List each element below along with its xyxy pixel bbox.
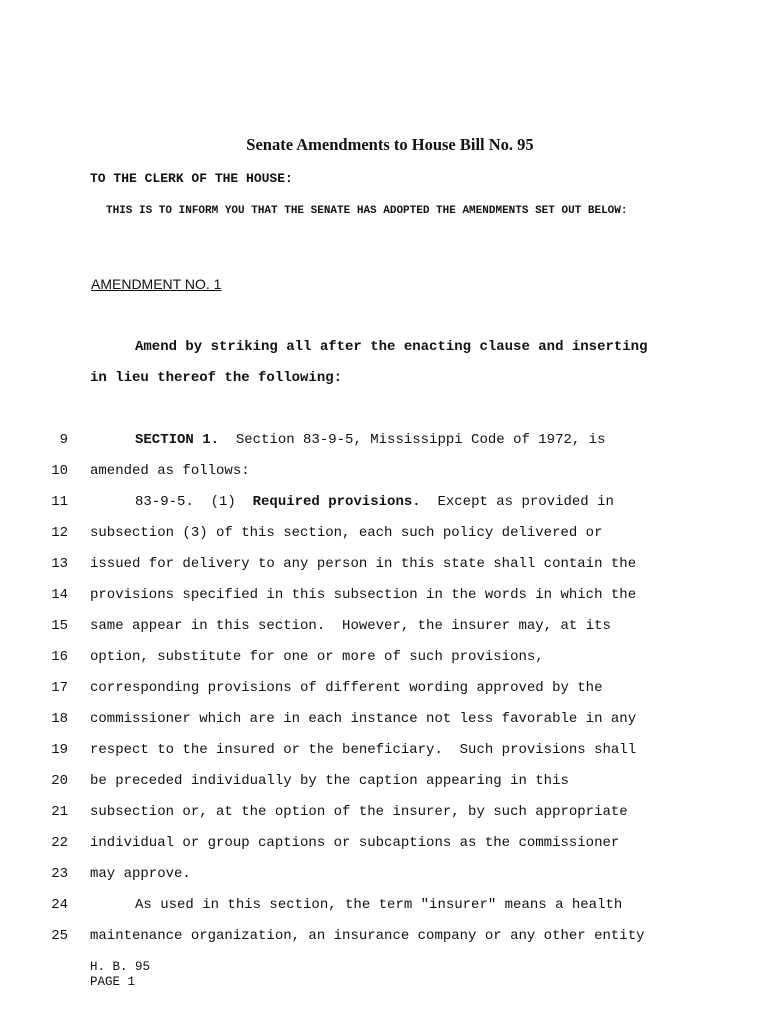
amendment-instruction-line-2: in lieu thereof the following:	[90, 370, 343, 386]
bill-text-line	[90, 618, 611, 634]
bill-text-line	[90, 463, 250, 479]
bill-text-line	[135, 432, 605, 448]
line-number: 19	[51, 742, 68, 758]
line-body: individual or group captions or subcaptions as the commissioner	[90, 835, 620, 851]
line-body: subsection (3) of this section, each such policy delivered or	[90, 525, 603, 541]
line-number: 23	[51, 866, 68, 882]
line-body: issued for delivery to any person in this state shall contain the	[90, 556, 637, 572]
adoption-notice: THIS IS TO INFORM YOU THAT THE SENATE HAS ADOPTED THE AMENDMENTS SET OUT BELOW:	[106, 205, 628, 217]
addressee-line: TO THE CLERK OF THE HOUSE:	[90, 171, 293, 186]
line-body: option, substitute for one or more of such provisions,	[90, 649, 544, 665]
bill-text-line	[90, 835, 619, 851]
bill-text-line	[90, 928, 645, 944]
line-body: may approve.	[90, 866, 191, 882]
line-number: 24	[51, 897, 68, 913]
amendment-heading: AMENDMENT NO. 1	[91, 276, 222, 292]
footer-bill-number: H. B. 95	[90, 960, 151, 974]
bill-text-line	[90, 587, 636, 603]
line-body: Except as provided in	[420, 494, 614, 510]
bill-text-line	[90, 866, 191, 882]
line-number: 21	[51, 804, 68, 820]
bill-text-line	[90, 804, 628, 820]
line-body: provisions specified in this subsection in the words in which the	[90, 587, 637, 603]
bill-text-line	[90, 742, 636, 758]
line-body: subsection or, at the option of the insurer, by such appropriate	[90, 804, 628, 820]
bill-text-line	[90, 711, 636, 727]
line-number: 20	[51, 773, 68, 789]
line-number: 14	[51, 587, 68, 603]
line-number: 16	[51, 649, 68, 665]
line-number: 22	[51, 835, 68, 851]
line-number: 9	[59, 432, 68, 448]
line-body: As used in this section, the term "insurer" means a health	[135, 897, 623, 913]
line-number: 12	[51, 525, 68, 541]
bill-text-line	[90, 525, 602, 541]
line-body: maintenance organization, an insurance company or any other entity	[90, 928, 645, 944]
line-number: 11	[51, 494, 68, 510]
line-body: be preceded individually by the caption appearing in this	[90, 773, 569, 789]
line-number: 15	[51, 618, 68, 634]
amendment-instruction-line-1: Amend by striking all after the enacting clause and inserting	[135, 339, 648, 355]
section-number: 83-9-5. (1)	[135, 494, 253, 510]
line-body: respect to the insured or the beneficiary. Such provisions shall	[90, 742, 637, 758]
document-title: Senate Amendments to House Bill No. 95	[246, 135, 534, 154]
line-body: commissioner which are in each instance not less favorable in any	[90, 711, 637, 727]
bill-text-line	[90, 556, 636, 572]
line-body: same appear in this section. However, the insurer may, at its	[90, 618, 611, 634]
bill-text-line	[90, 680, 602, 696]
bill-text-line	[90, 773, 569, 789]
bill-text-line	[90, 649, 544, 665]
line-number: 25	[51, 928, 68, 944]
line-number: 17	[51, 680, 68, 696]
line-body: corresponding provisions of different wording approved by the	[90, 680, 603, 696]
line-body: Section 83-9-5, Mississippi Code of 1972, is	[219, 432, 606, 448]
bill-text-line	[135, 897, 622, 913]
line-number: 18	[51, 711, 68, 727]
bold-caption: Required provisions.	[252, 494, 421, 510]
page-footer	[90, 960, 150, 989]
footer-page-number: PAGE 1	[90, 974, 136, 989]
line-number: 13	[51, 556, 68, 572]
line-number: 10	[51, 463, 68, 479]
line-body: amended as follows:	[90, 463, 250, 479]
bill-text-line	[135, 494, 614, 510]
bold-caption: SECTION 1.	[135, 432, 220, 448]
